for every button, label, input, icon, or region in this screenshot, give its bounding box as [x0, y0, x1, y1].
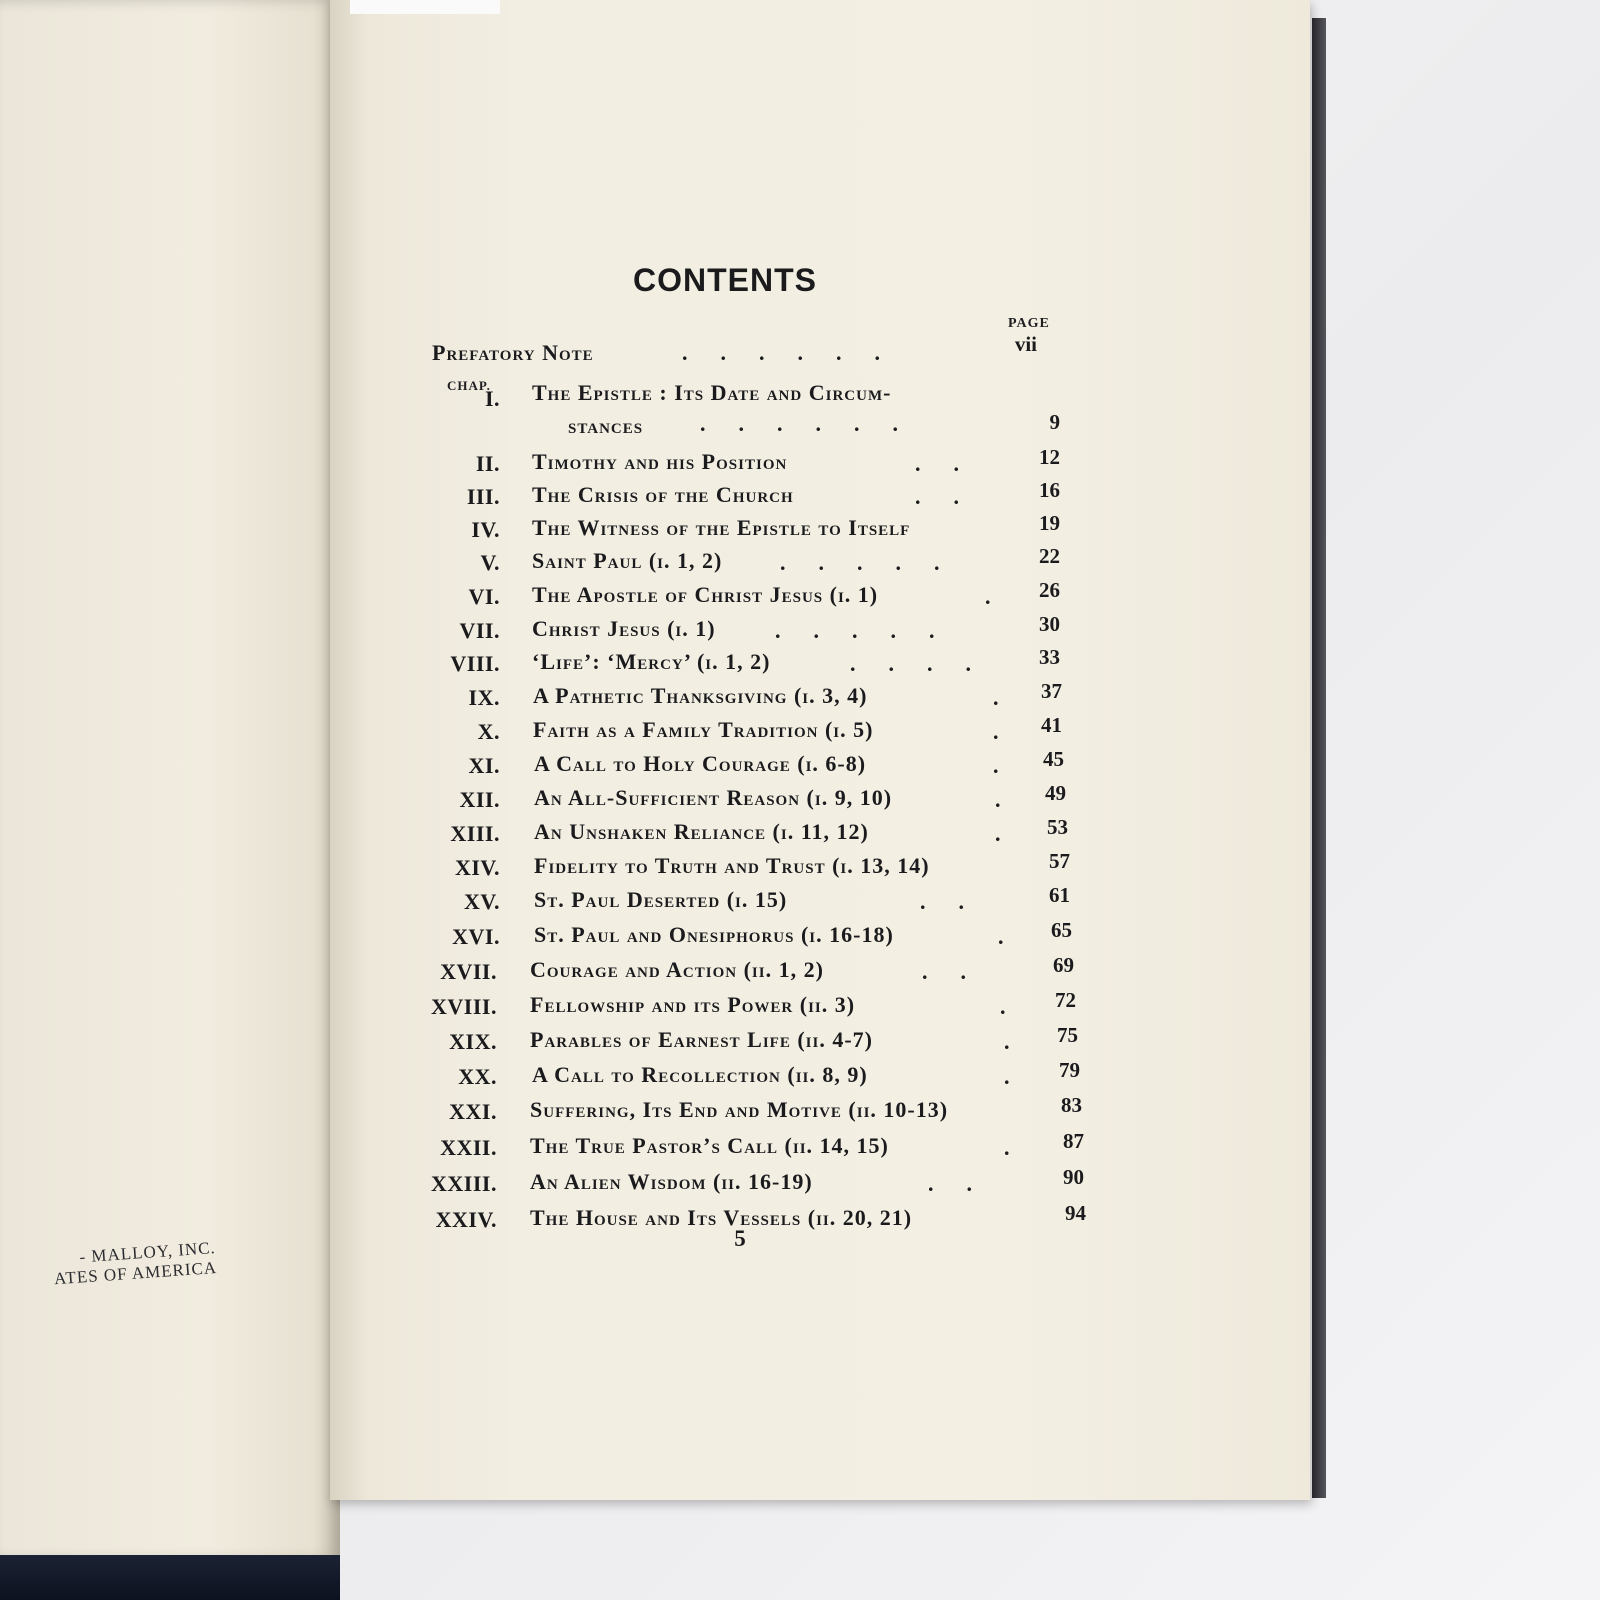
toc-chapter-number: VI.: [468, 584, 500, 609]
toc-entry[interactable]: [0, 679, 1100, 711]
toc-entry[interactable]: [0, 1058, 1100, 1090]
toc-entry-title: Parables of Earnest Life (ii. 4-7): [530, 1027, 873, 1052]
toc-entry[interactable]: [0, 645, 1100, 677]
toc-entry-page: 53: [1047, 815, 1068, 839]
toc-entry-title: An Alien Wisdom (ii. 16-19): [530, 1169, 813, 1194]
toc-chapter-number: I.: [484, 386, 500, 411]
toc-entry[interactable]: [0, 747, 1100, 779]
toc-chapter-number: IX.: [468, 685, 500, 710]
toc-entry-title: A Call to Holy Courage (i. 6-8): [534, 751, 867, 776]
chapter-column-label: CHAP.: [447, 378, 491, 393]
toc-chapter-number: XXI.: [449, 1099, 497, 1124]
toc-entry[interactable]: [0, 1023, 1100, 1055]
toc-entry-title: St. Paul Deserted (i. 15): [534, 887, 788, 912]
toc-entry-title: An Unshaken Reliance (i. 11, 12): [534, 819, 869, 844]
toc-chapter-number: XVII.: [440, 959, 497, 984]
toc-chapter-number: XVI.: [452, 924, 500, 949]
left-facing-page: [0, 0, 340, 1560]
toc-entry-title: St. Paul and Onesiphorus (i. 16-18): [534, 922, 894, 947]
toc-entry[interactable]: [0, 918, 1100, 950]
toc-leader-dots: .: [993, 753, 999, 778]
toc-entry-prefatory[interactable]: [432, 332, 1062, 370]
toc-entry-title: Fellowship and its Power (ii. 3): [530, 992, 856, 1017]
toc-entry-page: 61: [1049, 883, 1070, 907]
toc-entry-page: vii: [1014, 332, 1037, 356]
toc-chapter-number: XIII.: [450, 821, 500, 846]
toc-entry-page: 87: [1063, 1129, 1084, 1153]
toc-leader-dots: .: [993, 719, 999, 744]
toc-leader-dots: . . . . . .: [700, 411, 898, 436]
toc-leader-dots: .: [1000, 994, 1006, 1019]
toc-entry-page: 22: [1039, 544, 1060, 568]
toc-entry[interactable]: [0, 612, 1100, 644]
toc-entry[interactable]: [0, 849, 1100, 881]
toc-chapter-number: XI.: [468, 753, 500, 778]
toc-entry[interactable]: [0, 544, 1100, 576]
toc-chapter-number: XII.: [459, 787, 500, 812]
toc-leader-dots: . . . . . .: [682, 340, 880, 365]
toc-entry-page: 65: [1051, 918, 1072, 942]
toc-entry-title: Faith as a Family Tradition (i. 5): [533, 717, 874, 742]
toc-chapter-number: XIV.: [454, 855, 500, 880]
toc-entry-page: 83: [1061, 1093, 1082, 1117]
toc-entry[interactable]: [0, 988, 1100, 1020]
toc-chapter-number: V.: [480, 550, 500, 575]
toc-entry-page: 9: [1049, 410, 1060, 434]
toc-leader-dots: . . . . .: [775, 618, 935, 643]
toc-chapter-number: XV.: [464, 889, 500, 914]
toc-chapter-number: XXII.: [440, 1135, 497, 1160]
toc-leader-dots: .: [985, 584, 991, 609]
toc-entry-page: 16: [1039, 478, 1060, 502]
toc-entry-title: Suffering, Its End and Motive (ii. 10-13): [530, 1097, 949, 1122]
toc-entry-page: 19: [1039, 511, 1060, 535]
toc-entry-page: 75: [1057, 1023, 1078, 1047]
toc-entry-title: The House and Its Vessels (ii. 20, 21): [530, 1205, 913, 1230]
toc-entry-title: The Witness of the Epistle to Itself: [532, 515, 911, 540]
toc-entry[interactable]: [0, 380, 1100, 438]
toc-leader-dots: . .: [920, 889, 964, 914]
toc-entry-page: 79: [1059, 1058, 1080, 1082]
toc-chapter-number: XXIII.: [431, 1171, 497, 1196]
toc-entry-page: 45: [1043, 747, 1064, 771]
page-column-label: PAGE: [1008, 316, 1050, 331]
imprint-line-1: - MALLOY, INC.: [78, 1238, 217, 1267]
toc-entry-page: 33: [1039, 645, 1060, 669]
toc-entry-title-continued: stances: [568, 413, 644, 438]
toc-leader-dots: . .: [922, 959, 966, 984]
toc-chapter-number: IV.: [471, 517, 500, 542]
toc-entry-page: 30: [1039, 612, 1060, 636]
toc-entry-page: 26: [1039, 578, 1060, 602]
toc-leader-dots: . . . .: [850, 651, 971, 676]
toc-entry-title: ‘Life’: ‘Mercy’ (i. 1, 2): [532, 649, 771, 674]
imprint-line-2: ATES OF AMERICA: [53, 1257, 218, 1289]
toc-entry[interactable]: [0, 478, 1100, 510]
toc-entry-page: 69: [1053, 953, 1074, 977]
toc-entry-title: Saint Paul (i. 1, 2): [532, 548, 723, 573]
toc-entry-title: The Crisis of the Church: [532, 482, 794, 507]
book-cover-edge: [0, 1555, 340, 1600]
printer-imprint: [1, 1238, 218, 1293]
toc-leader-dots: . .: [915, 484, 959, 509]
toc-entry-page: 12: [1039, 445, 1060, 469]
toc-leader-dots: .: [993, 685, 999, 710]
toc-entry-title: The Epistle : Its Date and Circum-: [532, 380, 892, 405]
toc-entry-page: 90: [1063, 1165, 1084, 1189]
toc-entry-title: A Call to Recollection (ii. 8, 9): [532, 1062, 868, 1087]
toc-entry-page: 94: [1065, 1201, 1086, 1225]
toc-chapter-number: XXIV.: [435, 1207, 497, 1232]
toc-entry-title: Fidelity to Truth and Trust (i. 13, 14): [534, 853, 930, 878]
book-cover-right-edge: [1312, 18, 1326, 1498]
toc-entry-page: 37: [1041, 679, 1062, 703]
toc-entry-title: The True Pastor’s Call (ii. 14, 15): [530, 1133, 889, 1158]
toc-entry[interactable]: [0, 953, 1100, 985]
toc-entry[interactable]: [0, 883, 1100, 915]
toc-entry-page: 41: [1041, 713, 1062, 737]
toc-chapter-number: VII.: [459, 618, 500, 643]
page-top-sliver: [350, 0, 500, 14]
toc-entry-title: Courage and Action (ii. 1, 2): [530, 957, 824, 982]
toc-entry[interactable]: [0, 713, 1100, 745]
toc-entry-page: 72: [1055, 988, 1076, 1012]
toc-chapter-number: XVIII.: [431, 994, 497, 1019]
page-title: CONTENTS: [633, 262, 817, 298]
toc-entry[interactable]: [0, 781, 1100, 813]
toc-entry-title: Prefatory Note: [432, 340, 594, 365]
toc-leader-dots: .: [1004, 1029, 1010, 1054]
toc-leader-dots: . . . . .: [780, 550, 940, 575]
toc-entry-page: 49: [1045, 781, 1066, 805]
toc-chapter-number: XIX.: [449, 1029, 497, 1054]
toc-leader-dots: .: [995, 787, 1001, 812]
toc-leader-dots: .: [995, 821, 1001, 846]
toc-entry[interactable]: [0, 578, 1100, 610]
toc-leader-dots: . .: [915, 451, 959, 476]
toc-entry-title: Timothy and his Position: [532, 449, 788, 474]
toc-entry-title: A Pathetic Thanksgiving (i. 3, 4): [533, 683, 868, 708]
page-number: 5: [734, 1226, 746, 1251]
toc-entry-title: Christ Jesus (i. 1): [532, 616, 716, 641]
toc-leader-dots: .: [1004, 1064, 1010, 1089]
toc-chapter-number: VIII.: [450, 651, 500, 676]
toc-entry-title: An All-Sufficient Reason (i. 9, 10): [534, 785, 893, 810]
toc-leader-dots: .: [1004, 1135, 1010, 1160]
toc-leader-dots: . .: [928, 1171, 972, 1196]
toc-entry[interactable]: [0, 1165, 1100, 1197]
toc-chapter-number: II.: [475, 451, 500, 476]
toc-entry[interactable]: [0, 1129, 1100, 1161]
toc-entry[interactable]: [0, 1201, 1100, 1233]
toc-chapter-number: X.: [477, 719, 500, 744]
toc-entry[interactable]: [0, 1093, 1100, 1125]
toc-leader-dots: .: [998, 924, 1004, 949]
toc-chapter-number: XX.: [458, 1064, 497, 1089]
toc-entry-page: 57: [1049, 849, 1070, 873]
toc-chapter-number: III.: [466, 484, 500, 509]
toc-entry[interactable]: [0, 815, 1100, 847]
toc-entry-title: The Apostle of Christ Jesus (i. 1): [532, 582, 879, 607]
toc-entry[interactable]: [0, 445, 1100, 477]
toc-entry[interactable]: [0, 511, 1100, 543]
